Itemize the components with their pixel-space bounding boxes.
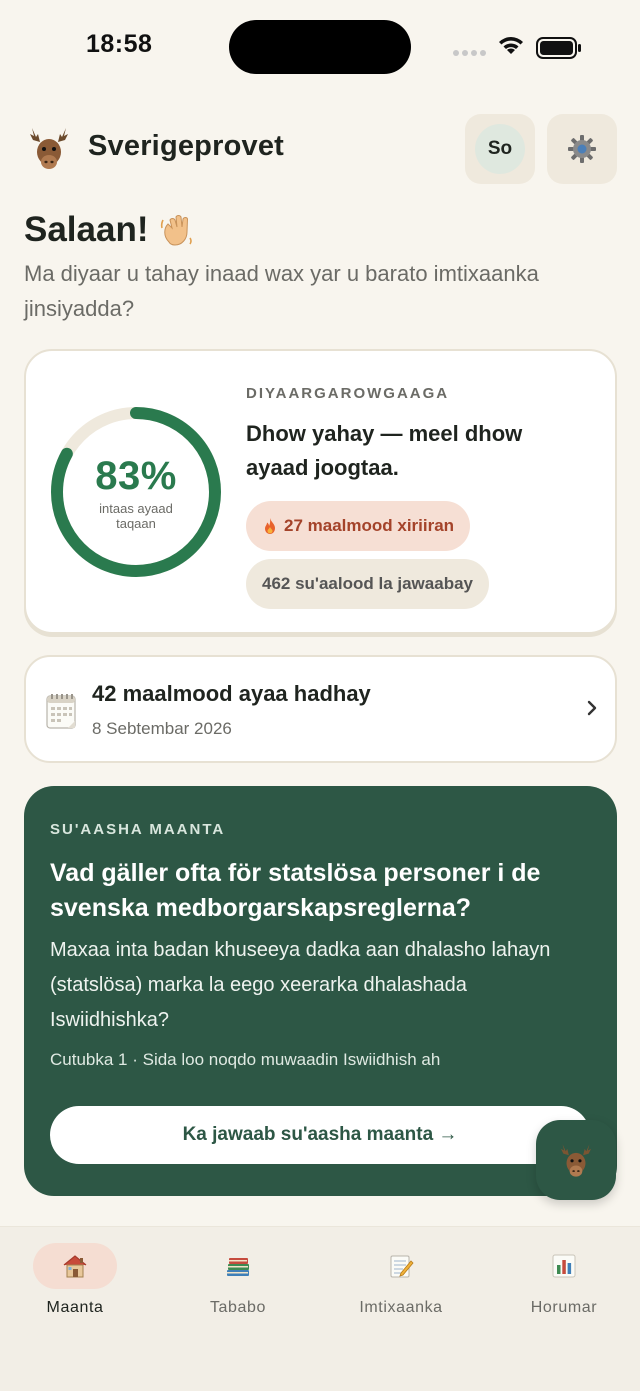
dynamic-island [229,20,411,74]
gear-icon [567,134,597,164]
tab-maanta[interactable] [0,1243,150,1317]
waving-hand-icon [159,212,195,248]
tab-label: Tababo [209,1299,267,1316]
readiness-ring-center [50,406,222,578]
tab-icon-wrap [196,1243,280,1289]
fire-icon [262,517,278,535]
readiness-heading: Dhow yahay — meel dhow ayaad joogtaa. [246,421,523,480]
greeting-text: Salaan! [24,210,149,249]
language-code: So [475,124,525,174]
readiness-card [24,349,617,634]
greeting-subtitle: Ma diyaar u tahay inaad wax yar u barato imtixaanka jinsiyadda? [24,261,539,321]
tab-label: Imtixaanka [359,1299,443,1316]
exam-date: 8 Sebtembar 2026 [92,719,232,738]
language-button[interactable] [465,114,535,184]
greeting-title [24,210,195,250]
answer-today-button[interactable]: Ka jawaab su'aasha maanta → [50,1106,590,1164]
answered-badge [246,559,489,609]
memo-icon [387,1253,415,1279]
question-of-day-translation: Maxaa inta badan khuseeya dadka aan dhalasho lahayn (statslösa) marka la eego xeerarka dhalashada Iswiidhishka? [50,939,551,1031]
tab-icon-wrap [522,1243,606,1289]
battery-icon [536,37,582,59]
question-of-day-kicker: SU'AASHA MAANTA [50,821,226,838]
status-bar [0,0,640,96]
question-of-day-chapter: Cutubka 1 · Sida loo noqdo muwaadin Iswiidhish ah [50,1050,441,1069]
mascot-assistant-button[interactable] [536,1120,616,1200]
streak-label: 27 maalmood xiriiran [284,516,455,535]
question-of-day-card [24,786,617,1196]
tab-icon-wrap [359,1243,443,1289]
readiness-ring-caption: intaas ayaad taqaan [99,500,173,531]
bar-chart-icon [551,1253,577,1279]
tab-horumar[interactable] [489,1243,639,1317]
app-header [24,114,617,184]
answered-label: 462 su'aalood la jawaabay [262,574,473,593]
moose-icon [24,124,74,172]
calendar-icon [46,693,76,729]
wifi-icon [497,34,525,56]
app-title: Sverigeprovet [88,130,285,162]
chevron-right-icon [586,699,598,717]
readiness-kicker: DIYAARGAROWGAAGA [246,385,450,402]
readiness-percent: 83% [95,453,177,498]
house-icon [61,1253,89,1279]
tab-label: Horumar [530,1299,598,1316]
tab-imtixaanka[interactable] [326,1243,476,1317]
days-left-title: 42 maalmood ayaa hadhay [92,681,371,706]
books-icon [224,1253,252,1279]
question-of-day-question: Vad gäller ofta för statslösa personer i de svenska medborgarskapsreglerna? [50,859,541,922]
settings-button[interactable] [547,114,617,184]
moose-icon [556,1141,596,1179]
tab-tababo[interactable] [163,1243,313,1317]
exam-date-card[interactable] [24,655,617,763]
status-time: 18:58 [86,30,153,58]
streak-badge [246,501,470,551]
tab-icon-wrap [33,1243,117,1289]
tab-label: Maanta [46,1299,104,1316]
cellular-signal-icon [453,50,486,56]
bottom-tab-bar [0,1226,640,1391]
